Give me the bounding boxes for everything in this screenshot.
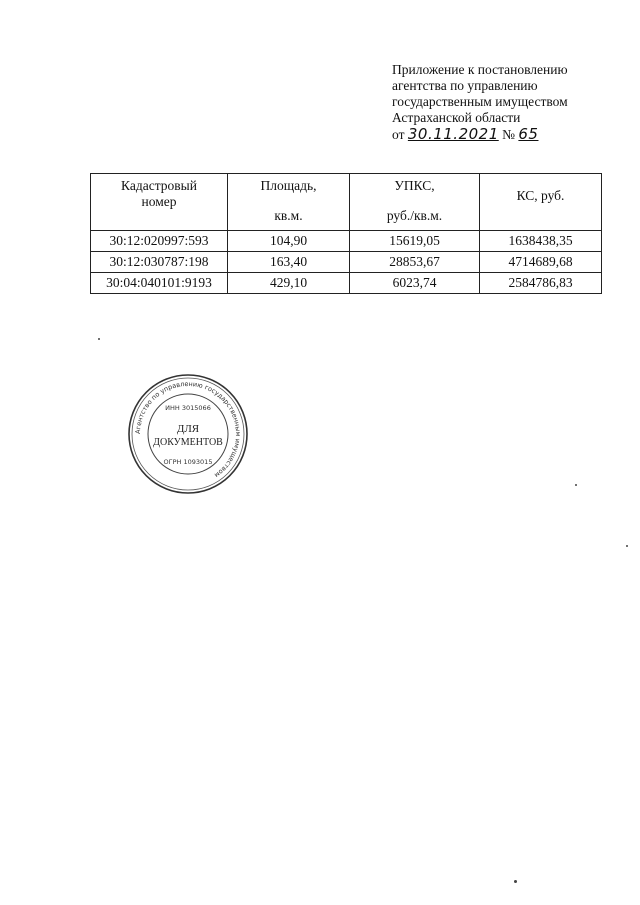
- stamp-ogrn: ОГРН 1093015: [163, 458, 213, 466]
- from-label: от: [392, 127, 405, 142]
- stamp-center-line-2: ДОКУМЕНТОВ: [153, 437, 223, 448]
- scan-speck: [98, 338, 100, 340]
- number-label: №: [502, 127, 516, 142]
- column-header-line: руб./кв.м.: [386, 208, 443, 223]
- column-header-line: номер: [141, 194, 177, 209]
- header-line-3: государственным имуществом: [392, 94, 568, 109]
- table-row: [91, 231, 602, 252]
- stamp-inn: ИНН 3015066: [165, 404, 211, 412]
- column-header-area: [228, 174, 350, 231]
- column-header-line: УПКС,: [394, 178, 435, 193]
- column-header-cadastral-number: [91, 174, 228, 231]
- scan-speck: [514, 880, 517, 883]
- column-header-line: Кадастровый: [121, 178, 197, 193]
- header-line-4: Астраханской области: [392, 110, 521, 125]
- cell-upks: 28853,67: [350, 252, 480, 273]
- cell-area: 429,10: [228, 273, 350, 294]
- stamp-outer-text: Агентство по управлению государственным имуществом: [133, 379, 243, 480]
- cell-cadastral-value: 2584786,83: [480, 273, 602, 294]
- handwritten-date: 30.11.2021: [407, 125, 499, 143]
- column-header-line: кв.м.: [274, 208, 303, 223]
- cell-cadastral-number: 30:12:030787:198: [91, 252, 228, 273]
- handwritten-number: 65: [518, 125, 539, 143]
- stamp-center-line-1: ДЛЯ: [176, 423, 200, 435]
- cell-cadastral-value: 4714689,68: [480, 252, 602, 273]
- cell-cadastral-number: 30:04:040101:9193: [91, 273, 228, 294]
- column-header-cadastral-value: [480, 174, 602, 231]
- table-header-row: [91, 174, 602, 231]
- appendix-header: [392, 62, 632, 143]
- cell-cadastral-number: 30:12:020997:593: [91, 231, 228, 252]
- header-line-1: Приложение к постановлению: [392, 62, 568, 77]
- scan-speck: [626, 545, 628, 547]
- column-header-upks: [350, 174, 480, 231]
- cell-upks: 6023,74: [350, 273, 480, 294]
- header-date-line: [392, 126, 632, 143]
- official-stamp: [126, 372, 250, 496]
- cell-cadastral-value: 1638438,35: [480, 231, 602, 252]
- cell-area: 163,40: [228, 252, 350, 273]
- cadastral-table: [90, 173, 602, 294]
- column-header-line: Площадь,: [260, 178, 317, 193]
- cell-area: 104,90: [228, 231, 350, 252]
- column-header-line: КС, руб.: [516, 188, 565, 203]
- cell-upks: 15619,05: [350, 231, 480, 252]
- scan-speck: [575, 484, 577, 486]
- table-row: [91, 252, 602, 273]
- header-line-2: агентства по управлению: [392, 78, 538, 93]
- stamp-seal-icon: [126, 372, 250, 496]
- table-row: [91, 273, 602, 294]
